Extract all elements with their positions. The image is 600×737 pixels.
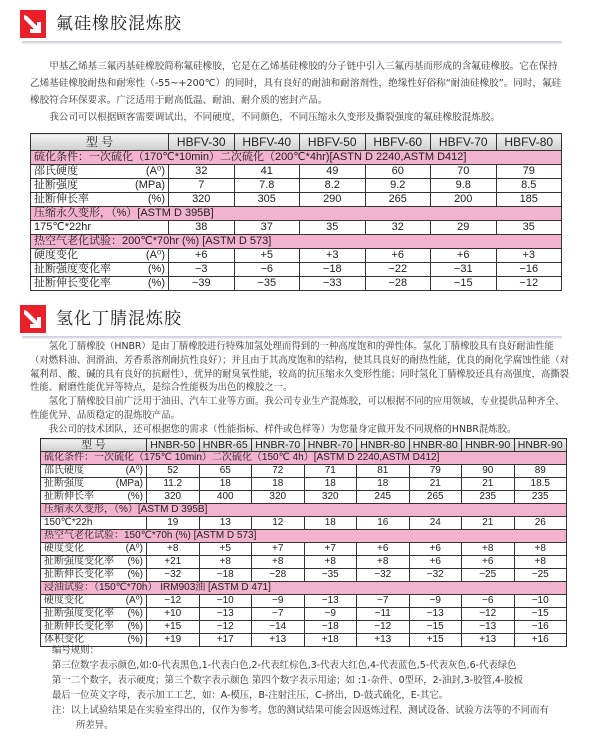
property-unit: (%)	[127, 556, 143, 567]
value-cell: 7	[169, 179, 235, 193]
value-cell: 18	[252, 478, 305, 491]
property-unit: (%)	[127, 621, 143, 632]
test-condition-row	[41, 504, 567, 517]
model-name: HBFV-30	[169, 134, 235, 151]
value-cell: −18	[300, 263, 366, 277]
property-cell	[41, 465, 147, 478]
test-condition-row	[41, 582, 567, 595]
value-cell: −18	[199, 569, 252, 582]
property-name: 扯断伸长变化率	[44, 569, 114, 580]
value-cell: 18	[199, 478, 252, 491]
property-label-wrap	[44, 517, 143, 529]
value-cell: +8	[462, 543, 515, 556]
table-row	[31, 193, 562, 207]
paragraph: 氢化丁腈橡胶目前广泛用于油田、汽车工业等方面。我公司专业生产混炼胶，可以根据不同的应用领域，专业提供品种齐全、性能优异、品质稳定的混炼胶产品。	[30, 396, 565, 421]
table-row	[41, 517, 567, 530]
property-label-wrap	[44, 491, 143, 503]
notes-line: 第三位数字表示颜色,如:0-代表黑色,1-代表白色,2-代表红棕色,3-代表大红色,4-代表蓝色,5-代表灰色,6-代表绿色	[52, 660, 517, 671]
value-cell: −6	[234, 263, 300, 277]
divider	[22, 336, 562, 339]
value-cell: 290	[300, 193, 366, 207]
value-cell: −35	[304, 569, 357, 582]
model-name: HNBR-80	[409, 439, 462, 452]
value-cell: 18	[304, 517, 357, 530]
property-unit: (MPa)	[135, 179, 165, 191]
value-cell: −39	[169, 277, 235, 291]
notes-line: 最后一位英文字母，表示加工工艺，如：A-模压，B-注射注压，C-挤出，D-鼓式硫化，E-其它。	[52, 690, 449, 701]
property-name: 体积变化	[44, 634, 84, 645]
intro-text-fluorosilicone	[30, 58, 565, 126]
value-cell: −32	[357, 569, 410, 582]
value-cell: 7.8	[234, 179, 300, 193]
value-cell: +17	[199, 634, 252, 647]
value-cell: +6	[462, 556, 515, 569]
test-condition: 浸油试验：（150℃*70h） IRM903油 [ASTM D 471]	[41, 582, 567, 595]
property-cell	[41, 595, 147, 608]
value-cell: 79	[496, 165, 562, 179]
value-cell: +15	[409, 634, 462, 647]
model-name: HNBR-65	[199, 439, 252, 452]
property-name: 硬度变化	[34, 249, 78, 261]
value-cell: +13	[252, 634, 305, 647]
value-cell: 265	[409, 491, 462, 504]
property-cell	[41, 569, 147, 582]
property-name: 扯断伸长率	[44, 491, 94, 502]
value-cell: +8	[252, 556, 305, 569]
notes-title: 编号规则：	[52, 645, 99, 656]
value-cell: +8	[147, 543, 200, 556]
value-cell: 185	[496, 193, 562, 207]
test-condition: 热空气老化试验：150℃*70h (%) [ASTM D 573]	[41, 530, 567, 543]
value-cell: −16	[496, 263, 562, 277]
value-cell: 60	[365, 165, 431, 179]
test-condition: 压缩永久变形，（%）[ASTM D 395B]	[31, 207, 562, 221]
property-cell	[41, 491, 147, 504]
value-cell: −28	[252, 569, 305, 582]
numbering-rules-notes	[52, 643, 549, 733]
value-cell: −32	[147, 569, 200, 582]
value-cell: −9	[304, 608, 357, 621]
property-name: 扯断强度	[44, 478, 84, 489]
value-cell: 26	[514, 517, 567, 530]
value-cell: 9.8	[431, 179, 497, 193]
value-cell: +6	[365, 249, 431, 263]
model-name: HNBR-70	[304, 439, 357, 452]
table-row	[41, 478, 567, 491]
value-cell: −13	[304, 595, 357, 608]
value-cell: 320	[169, 193, 235, 207]
value-cell: 8.5	[496, 179, 562, 193]
value-cell: −10	[514, 595, 567, 608]
property-unit: (MPa)	[115, 478, 143, 489]
table-row	[31, 165, 562, 179]
value-cell: −12	[462, 608, 515, 621]
value-cell: −3	[169, 263, 235, 277]
value-cell: +3	[496, 249, 562, 263]
paragraph: 甲基乙烯基三氟丙基硅橡胶简称氟硅橡胶，它是在乙烯基硅橡胶的分子链中引入三氟丙基而形成的含氟硅橡胶。它在保持乙烯基硅橡胶耐热和耐寒性（-55~+200℃）的同时，具有良好的耐油和耐溶剂性，绝缘性好俗称“耐油硅橡胶”。同时，氟硅橡胶符合环保要求。广泛适用于耐高低温、耐油、耐介质的密封产品。	[30, 61, 562, 106]
table-row	[41, 543, 567, 556]
hnbr-spec-table	[40, 438, 567, 647]
property-unit: (A⁰)	[125, 543, 143, 554]
model-name: HNBR-70	[252, 439, 305, 452]
value-cell: 13	[199, 517, 252, 530]
table-row	[31, 263, 562, 277]
red-arrow-logo-icon	[20, 305, 46, 333]
property-label-wrap	[34, 249, 165, 262]
paragraph: 我公司的技术团队，还可根据您的需求（性能指标、样件或色样等）为您量身定做开发不同规格的HNBR混炼胶。	[48, 423, 517, 435]
table-row	[41, 556, 567, 569]
value-cell: 32	[365, 221, 431, 235]
value-cell: 400	[199, 491, 252, 504]
value-cell: +3	[300, 249, 366, 263]
property-label-wrap	[44, 608, 143, 620]
property-name: 扯断强度	[34, 179, 78, 191]
value-cell: 24	[409, 517, 462, 530]
test-condition-row	[41, 530, 567, 543]
value-cell: 235	[462, 491, 515, 504]
value-cell: −32	[409, 569, 462, 582]
property-unit: (%)	[147, 277, 165, 289]
model-name: HNBR-90	[514, 439, 567, 452]
value-cell: +6	[409, 543, 462, 556]
property-label-wrap	[44, 478, 143, 490]
property-label-wrap	[44, 595, 143, 607]
value-cell: −18	[304, 621, 357, 634]
intro-text-hnbr	[30, 340, 570, 437]
property-cell	[31, 179, 169, 193]
section-header-fluorosilicone	[20, 10, 570, 42]
value-cell: −22	[365, 263, 431, 277]
value-cell: 320	[147, 491, 200, 504]
value-cell: 265	[365, 193, 431, 207]
property-name: 150℃*22h	[44, 517, 93, 528]
value-cell: 8.2	[300, 179, 366, 193]
model-name: HBFV-40	[234, 134, 300, 151]
property-unit: (%)	[147, 263, 165, 275]
property-label-wrap	[34, 179, 165, 192]
value-cell: +8	[514, 556, 567, 569]
property-cell	[31, 249, 169, 263]
value-cell: +8	[304, 556, 357, 569]
model-name: HBFV-50	[300, 134, 366, 151]
section-title: 氟硅橡胶混炼胶	[56, 14, 182, 34]
model-name: HNBR-50	[147, 439, 200, 452]
value-cell: 12	[252, 517, 305, 530]
value-cell: −12	[357, 621, 410, 634]
model-name: HNBR-90	[462, 439, 515, 452]
value-cell: 37	[234, 221, 300, 235]
table-row	[41, 595, 567, 608]
value-cell: 72	[252, 465, 305, 478]
value-cell: −15	[514, 608, 567, 621]
value-cell: +8	[357, 556, 410, 569]
value-cell: 9.2	[365, 179, 431, 193]
value-cell: 32	[169, 165, 235, 179]
model-column-header: 型 号	[41, 439, 147, 452]
table-row	[31, 249, 562, 263]
value-cell: +18	[304, 634, 357, 647]
value-cell: −25	[462, 569, 515, 582]
value-cell: −28	[365, 277, 431, 291]
value-cell: −14	[252, 621, 305, 634]
value-cell: −7	[357, 595, 410, 608]
value-cell: 235	[514, 491, 567, 504]
property-label-wrap	[44, 543, 143, 555]
value-cell: 35	[496, 221, 562, 235]
table-header-row	[41, 439, 567, 452]
table-row	[31, 179, 562, 193]
value-cell: −13	[199, 608, 252, 621]
value-cell: +21	[147, 556, 200, 569]
model-name: HBFV-80	[496, 134, 562, 151]
value-cell: +5	[234, 249, 300, 263]
model-column-header: 型 号	[31, 134, 169, 151]
property-name: 扯断强度变化率	[34, 263, 111, 275]
property-name: 邵氏硬度	[44, 465, 84, 476]
property-unit: (%)	[147, 193, 165, 205]
value-cell: +6	[409, 556, 462, 569]
value-cell: 81	[357, 465, 410, 478]
test-condition: 硫化条件：一次硫化（170℃*10min）二次硫化（200℃*4hr)[ASTN D 2240,ASTM D412]	[31, 151, 562, 165]
table-row	[41, 569, 567, 582]
property-name: 扯断伸长变化率	[44, 621, 114, 632]
value-cell: 52	[147, 465, 200, 478]
value-cell: 21	[409, 478, 462, 491]
table-row	[41, 465, 567, 478]
test-condition-row	[31, 151, 562, 165]
property-unit: (A⁰)	[125, 465, 143, 476]
paragraph: 氢化丁腈橡胶（HNBR）是由丁腈橡胶进行特殊加氢处理而得到的一种高度饱和的弹性体。氢化丁腈橡胶具有良好耐油性能（对燃料油、润滑油、芳香系溶剂耐抗性良好）；并且由于其高度饱和的结构，使其具良好的耐热性能，优良的耐化学腐蚀性能（对氟利昂、酸、碱的具有良好的抗耐性），优异的耐臭氧性能，较高的抗压缩永久变形性能；同时氢化丁腈橡胶还具有高强度，高撕裂性能、耐磨性能优异等特点，是综合性能极为出色的橡胶之一。	[30, 341, 570, 394]
value-cell: −25	[514, 569, 567, 582]
table-row	[31, 221, 562, 235]
property-label-wrap	[34, 221, 165, 234]
test-condition: 热空气老化试验：200℃*70hr (%) [ASTM D 573]	[31, 235, 562, 249]
value-cell: −16	[514, 621, 567, 634]
value-cell: −33	[300, 277, 366, 291]
value-cell: −12	[199, 621, 252, 634]
value-cell: +13	[462, 634, 515, 647]
value-cell: +6	[431, 249, 497, 263]
property-cell	[41, 543, 147, 556]
value-cell: −35	[234, 277, 300, 291]
value-cell: −13	[409, 608, 462, 621]
value-cell: 320	[304, 491, 357, 504]
value-cell: 11.2	[147, 478, 200, 491]
value-cell: −31	[431, 263, 497, 277]
section-title: 氢化丁腈混炼胶	[56, 309, 182, 329]
property-cell	[41, 517, 147, 530]
notes-line: 第一二个数字，表示硬度；第三个数字表示颜色 第四个数字表示用途；如 :1-杂件、0型环，2-油封,3-胶管,4-胶板	[52, 675, 523, 686]
value-cell: +7	[252, 543, 305, 556]
property-cell	[41, 608, 147, 621]
property-label-wrap	[34, 263, 165, 276]
property-cell	[41, 621, 147, 634]
property-name: 扯断强度变化率	[44, 608, 114, 619]
property-label-wrap	[34, 277, 165, 290]
value-cell: 89	[514, 465, 567, 478]
test-condition-row	[31, 235, 562, 249]
value-cell: +15	[147, 621, 200, 634]
test-condition-row	[41, 452, 567, 465]
value-cell: +5	[199, 543, 252, 556]
divider	[22, 41, 562, 44]
value-cell: −6	[462, 595, 515, 608]
property-cell	[41, 556, 147, 569]
property-label-wrap	[44, 465, 143, 477]
property-unit: (%)	[127, 608, 143, 619]
value-cell: 29	[431, 221, 497, 235]
value-cell: +6	[357, 543, 410, 556]
value-cell: 320	[252, 491, 305, 504]
property-name: 175℃*22hr	[34, 221, 92, 233]
value-cell: −12	[496, 277, 562, 291]
value-cell: −9	[252, 595, 305, 608]
value-cell: −10	[199, 595, 252, 608]
property-label-wrap	[34, 165, 165, 178]
property-label-wrap	[44, 621, 143, 633]
property-cell	[41, 478, 147, 491]
value-cell: 305	[234, 193, 300, 207]
property-unit: (A⁰)	[125, 595, 143, 606]
value-cell: 35	[300, 221, 366, 235]
value-cell: 90	[462, 465, 515, 478]
property-unit: (%)	[127, 634, 143, 645]
value-cell: +10	[147, 608, 200, 621]
property-name: 硬度变化	[44, 543, 84, 554]
test-condition: 硫化条件：一次硫化（175℃ 10min）二次硫化（150℃ 4h）[ASTM D 2240,ASTM D412]	[41, 452, 567, 465]
value-cell: 21	[462, 517, 515, 530]
table-row	[41, 491, 567, 504]
property-cell	[31, 277, 169, 291]
property-name: 扯断伸长变化率	[34, 277, 111, 289]
property-name: 扯断强度变化率	[44, 556, 114, 567]
fluorosilicone-spec-table	[30, 133, 562, 291]
section-header-hnbr	[20, 305, 570, 337]
value-cell: +8	[514, 543, 567, 556]
table-row	[41, 608, 567, 621]
value-cell: 70	[431, 165, 497, 179]
property-unit: (%)	[127, 491, 143, 502]
value-cell: +19	[147, 634, 200, 647]
value-cell: +13	[357, 634, 410, 647]
model-name: HBFV-60	[365, 134, 431, 151]
value-cell: +16	[514, 634, 567, 647]
model-name: HNBR-80	[357, 439, 410, 452]
property-name: 硬度变化	[44, 595, 84, 606]
value-cell: −15	[431, 277, 497, 291]
property-label-wrap	[44, 556, 143, 568]
value-cell: 49	[300, 165, 366, 179]
property-name: 邵氏硬度	[34, 165, 78, 177]
table-row	[41, 621, 567, 634]
model-name: HBFV-70	[431, 134, 497, 151]
test-condition: 压缩永久变形，（%）[ASTM D 395B]	[41, 504, 567, 517]
property-label-wrap	[44, 569, 143, 581]
value-cell: 18.5	[514, 478, 567, 491]
red-arrow-logo-icon	[20, 10, 46, 38]
value-cell: 16	[357, 517, 410, 530]
test-condition-row	[31, 207, 562, 221]
value-cell: 18	[304, 478, 357, 491]
property-unit: (A⁰)	[145, 249, 165, 261]
value-cell: −12	[147, 595, 200, 608]
value-cell: 71	[304, 465, 357, 478]
property-cell	[31, 165, 169, 179]
value-cell: 19	[147, 517, 200, 530]
value-cell: 79	[409, 465, 462, 478]
value-cell: 245	[357, 491, 410, 504]
value-cell: +7	[304, 543, 357, 556]
table-row	[31, 277, 562, 291]
property-cell	[31, 263, 169, 277]
value-cell: −13	[462, 621, 515, 634]
value-cell: +6	[169, 249, 235, 263]
paragraph: 我公司可以根据顾客需要调试出，不同硬度，不同颜色，不同压缩永久变形及撕裂强度的氟硅橡胶混炼胶。	[49, 112, 501, 123]
value-cell: +8	[199, 556, 252, 569]
property-cell	[31, 221, 169, 235]
disclaimer: 注：以上试验结果是在实验室得出的，仅作为参考。您的测试结果可能会因返炼过程、测试设备、试验方法等的不同而有	[52, 705, 549, 716]
value-cell: 38	[169, 221, 235, 235]
value-cell: −11	[357, 608, 410, 621]
property-unit: (A⁰)	[145, 165, 165, 177]
property-label-wrap	[34, 193, 165, 206]
value-cell: −7	[252, 608, 305, 621]
value-cell: 65	[199, 465, 252, 478]
value-cell: 41	[234, 165, 300, 179]
table-header-row	[31, 134, 562, 151]
value-cell: −15	[409, 621, 462, 634]
property-unit: (%)	[127, 569, 143, 580]
value-cell: −9	[409, 595, 462, 608]
disclaimer-continued: 所差异。	[76, 720, 114, 731]
value-cell: 21	[462, 478, 515, 491]
property-name: 扯断伸长率	[34, 193, 89, 205]
property-cell	[31, 193, 169, 207]
value-cell: 200	[431, 193, 497, 207]
value-cell: 18	[357, 478, 410, 491]
